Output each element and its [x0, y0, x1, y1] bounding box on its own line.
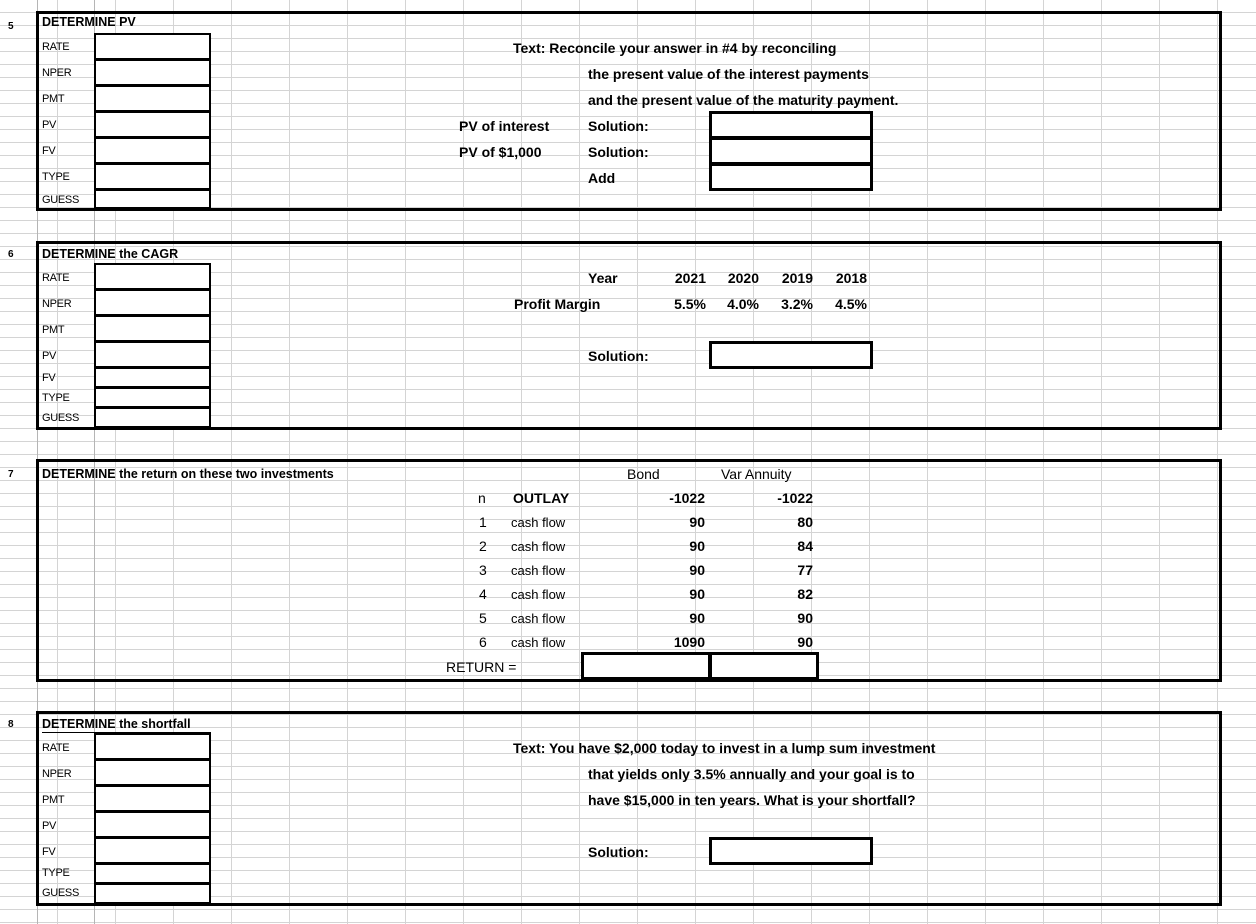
cash-flow-label: cash flow [511, 587, 566, 602]
row-number-5: 5 [8, 21, 14, 32]
section-7-frame [36, 459, 1222, 682]
shortfall-solution-input[interactable] [709, 837, 873, 865]
guess-label: GUESS [42, 887, 80, 899]
annuity-cash-flow: 77 [797, 562, 813, 578]
return-label: RETURN = [446, 659, 517, 675]
outlay-annuity: -1022 [777, 490, 813, 506]
pmt-input[interactable] [94, 315, 211, 342]
rate-label: RATE [42, 41, 70, 53]
pv-input[interactable] [94, 111, 211, 138]
type-label: TYPE [42, 867, 70, 879]
type-label: TYPE [42, 392, 70, 404]
type-input[interactable] [94, 863, 211, 884]
guess-input[interactable] [94, 189, 211, 209]
profit-margin-label: Profit Margin [514, 296, 601, 312]
pv-input[interactable] [94, 341, 211, 368]
row-number-7: 7 [8, 469, 14, 480]
period-number: 6 [479, 634, 487, 650]
guess-label: GUESS [42, 412, 80, 424]
cash-flow-label: cash flow [511, 635, 566, 650]
year-label: Year [588, 270, 618, 286]
period-number: 5 [479, 610, 487, 626]
pmt-label: PMT [42, 93, 65, 105]
pmt-input[interactable] [94, 785, 211, 812]
pmt-label: PMT [42, 794, 65, 806]
fv-input[interactable] [94, 367, 211, 388]
cagr-solution-input[interactable] [709, 341, 873, 369]
section-6-frame [36, 241, 1222, 430]
section-6-title: DETERMINE the CAGR [42, 247, 179, 261]
guess-label: GUESS [42, 194, 80, 206]
cash-flow-label: cash flow [511, 563, 566, 578]
pv-1000-solution-input[interactable] [709, 137, 873, 165]
nper-input[interactable] [94, 289, 211, 316]
year-2020: 2020 [727, 270, 759, 286]
bond-return-input[interactable] [581, 652, 711, 680]
bond-cash-flow: 90 [689, 538, 705, 554]
period-number: 3 [479, 562, 487, 578]
pv-interest-solution-input[interactable] [709, 111, 873, 139]
rate-input[interactable] [94, 263, 211, 290]
year-2019: 2019 [781, 270, 813, 286]
rate-input[interactable] [94, 733, 211, 760]
section-5-text-line-1: Text: Reconcile your answer in #4 by reconciling [513, 40, 837, 56]
row-number-8: 8 [8, 719, 14, 730]
n-header: n [478, 490, 486, 506]
section-5-text-line-3: and the present value of the maturity payment. [588, 92, 899, 108]
rate-label: RATE [42, 272, 70, 284]
cagr-solution-label: Solution: [588, 348, 649, 364]
nper-input[interactable] [94, 759, 211, 786]
section-8-text-line-2: that yields only 3.5% annually and your goal is to [588, 766, 915, 782]
type-input[interactable] [94, 163, 211, 190]
add-label: Add [588, 170, 616, 186]
period-number: 4 [479, 586, 487, 602]
shortfall-solution-label: Solution: [588, 844, 649, 860]
annuity-return-input[interactable] [709, 652, 819, 680]
section-8-text-line-1: Text: You have $2,000 today to invest in a lump sum investment [513, 740, 936, 756]
pv-label: PV [42, 350, 57, 362]
pmt-label: PMT [42, 324, 65, 336]
period-number: 1 [479, 514, 487, 530]
rate-input[interactable] [94, 33, 211, 60]
margin-2020: 4.0% [727, 296, 759, 312]
guess-input[interactable] [94, 407, 211, 428]
fv-label: FV [42, 372, 56, 384]
fv-input[interactable] [94, 837, 211, 864]
margin-2018: 4.5% [835, 296, 867, 312]
type-label: TYPE [42, 171, 70, 183]
annuity-cash-flow: 84 [797, 538, 813, 554]
section-8-text-line-3: have $15,000 in ten years. What is your shortfall? [588, 792, 916, 808]
fv-label: FV [42, 145, 56, 157]
pv-label: PV [42, 119, 57, 131]
pv-label: PV [42, 820, 57, 832]
pmt-input[interactable] [94, 85, 211, 112]
annuity-cash-flow: 90 [797, 610, 813, 626]
margin-2021: 5.5% [674, 296, 706, 312]
fv-label: FV [42, 846, 56, 858]
nper-label: NPER [42, 298, 72, 310]
bond-cash-flow: 90 [689, 610, 705, 626]
pv-input[interactable] [94, 811, 211, 838]
nper-input[interactable] [94, 59, 211, 86]
bond-header: Bond [627, 466, 660, 482]
section-7-title: DETERMINE the return on these two investments [42, 467, 334, 481]
bond-cash-flow: 90 [689, 586, 705, 602]
cash-flow-label: cash flow [511, 611, 566, 626]
rate-label: RATE [42, 742, 70, 754]
section-5-text-line-2: the present value of the interest payments [588, 66, 869, 82]
bond-cash-flow: 90 [689, 514, 705, 530]
bond-cash-flow: 90 [689, 562, 705, 578]
pv-1000-solution-label: Solution: [588, 144, 649, 160]
cash-flow-label: cash flow [511, 515, 566, 530]
bond-cash-flow: 1090 [673, 634, 705, 650]
pv-1000-label: PV of $1,000 [459, 144, 542, 160]
cash-flow-label: cash flow [511, 539, 566, 554]
nper-label: NPER [42, 768, 72, 780]
margin-2019: 3.2% [781, 296, 813, 312]
guess-input[interactable] [94, 883, 211, 904]
pv-interest-solution-label: Solution: [588, 118, 649, 134]
outlay-label: OUTLAY [513, 490, 570, 506]
outlay-bond: -1022 [669, 490, 705, 506]
row-number-6: 6 [8, 249, 14, 260]
pv-interest-label: PV of interest [459, 118, 550, 134]
var-annuity-header: Var Annuity [721, 466, 792, 482]
annuity-cash-flow: 80 [797, 514, 813, 530]
section-5-title: DETERMINE PV [42, 15, 136, 29]
add-solution-input[interactable] [709, 163, 873, 191]
year-2021: 2021 [674, 270, 706, 286]
period-number: 2 [479, 538, 487, 554]
nper-label: NPER [42, 67, 72, 79]
annuity-cash-flow: 90 [797, 634, 813, 650]
annuity-cash-flow: 82 [797, 586, 813, 602]
fv-input[interactable] [94, 137, 211, 164]
type-input[interactable] [94, 387, 211, 408]
year-2018: 2018 [835, 270, 867, 286]
section-8-title: DETERMINE the shortfall [42, 717, 191, 731]
